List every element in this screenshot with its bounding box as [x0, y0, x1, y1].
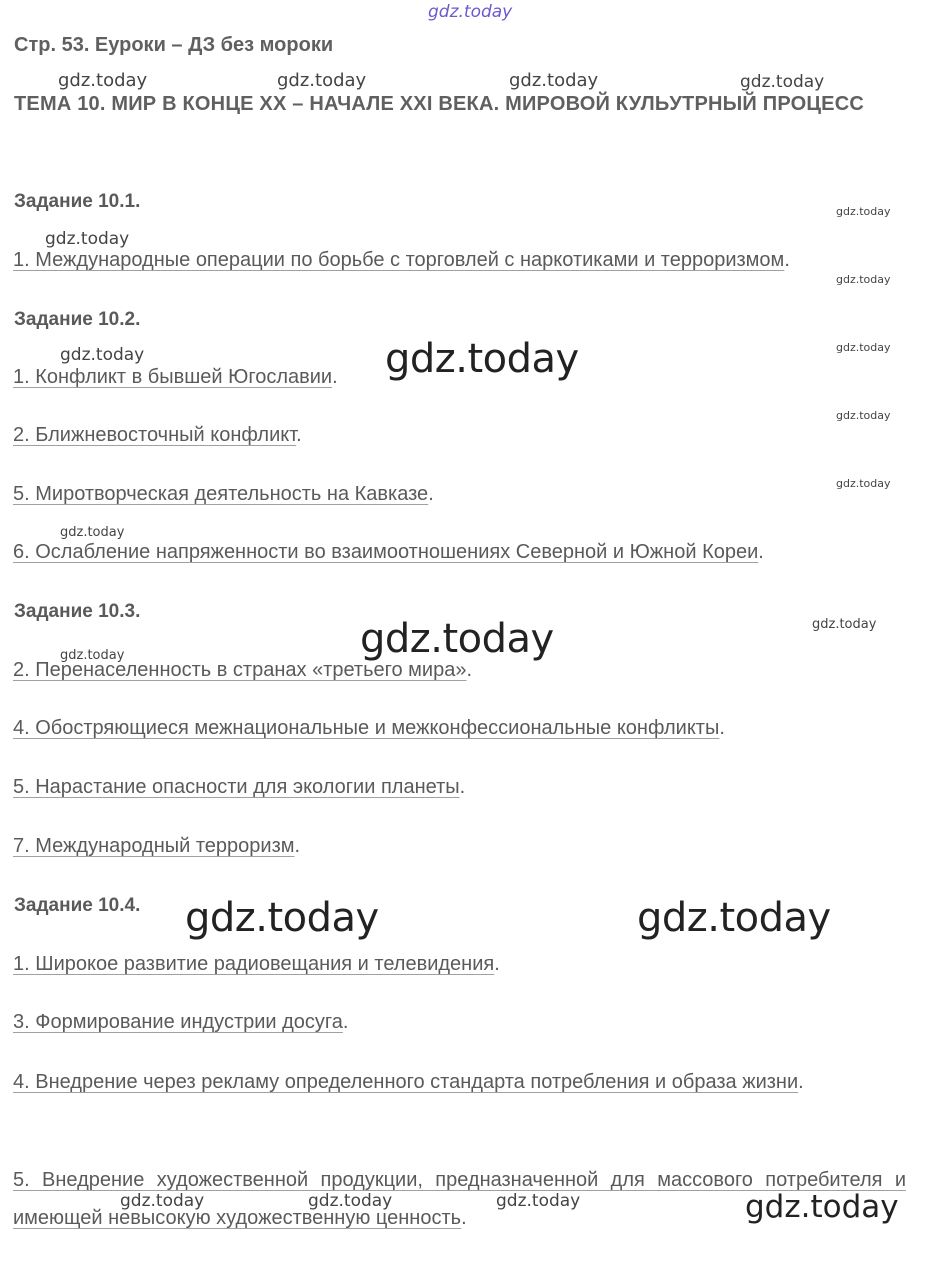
answer-item: 5. Нарастание опасности для экологии планеты. — [13, 776, 466, 798]
topic-title: ТЕМА 10. МИР В КОНЦЕ XX – НАЧАЛЕ XXI ВЕКА. МИРОВОЙ КУЛЬУТРНЫЙ ПРОЦЕСС — [14, 93, 865, 115]
watermark: gdz.today — [308, 1191, 393, 1211]
answer-item: 3. Формирование индустрии досуга. — [13, 1011, 349, 1033]
answer-item: 6. Ослабление напряженности во взаимоотношениях Северной и Южной Кореи. — [13, 541, 764, 563]
task-title-10-3: Задание 10.3. — [14, 601, 141, 622]
watermark: gdz.today — [385, 336, 579, 382]
watermark: gdz.today — [509, 70, 599, 91]
watermark: gdz.today — [745, 1189, 899, 1225]
answer-item: 4. Внедрение через рекламу определенного стандарта потребления и образа жизни. — [13, 1071, 804, 1093]
answer-item: 4. Обостряющиеся межнациональные и межконфессиональные конфликты. — [13, 717, 725, 739]
watermark: gdz.today — [120, 1191, 205, 1211]
watermark: gdz.today — [58, 70, 148, 91]
watermark: gdz.today — [277, 70, 367, 91]
answer-item: 5. Миротворческая деятельность на Кавказе. — [13, 483, 434, 505]
page-reference: Стр. 53. Еуроки – ДЗ без мороки — [14, 34, 334, 56]
answer-item: 2. Перенаселенность в странах «третьего мира». — [13, 659, 473, 681]
answer-item: 1. Конфликт в бывшей Югославии. — [13, 366, 338, 388]
watermark: gdz.today — [60, 345, 145, 365]
watermark: gdz.today — [496, 1191, 581, 1211]
answer-item: 2. Ближневосточный конфликт. — [13, 424, 302, 446]
answer-item: 5. Внедрение художественной продукции, предназначенной для массового потребителя и имеющей невысокую художественную ценность. — [13, 1169, 906, 1229]
watermark: gdz.today — [60, 648, 125, 663]
watermark: gdz.today — [836, 205, 891, 218]
answer-item: 1. Международные операции по борьбе с торговлей с наркотиками и терроризмом. — [13, 249, 790, 271]
watermark: gdz.today — [836, 409, 891, 422]
watermark: gdz.today — [360, 616, 554, 662]
answer-item: 7. Международный терроризм. — [13, 835, 301, 857]
watermark: gdz.today — [836, 477, 891, 490]
watermark: gdz.today — [45, 229, 130, 249]
watermark: gdz.today — [836, 273, 891, 286]
watermark: gdz.today — [836, 341, 891, 354]
watermark: gdz.today — [60, 525, 125, 540]
watermark: gdz.today — [185, 895, 379, 941]
task-title-10-1: Задание 10.1. — [14, 191, 141, 212]
watermark: gdz.today — [812, 617, 877, 632]
watermark: gdz.today — [637, 895, 831, 941]
watermark: gdz.today — [428, 2, 513, 22]
task-title-10-2: Задание 10.2. — [14, 309, 141, 330]
answer-item: 1. Широкое развитие радиовещания и телевидения. — [13, 953, 500, 975]
watermark: gdz.today — [740, 72, 825, 92]
task-title-10-4: Задание 10.4. — [14, 895, 141, 916]
